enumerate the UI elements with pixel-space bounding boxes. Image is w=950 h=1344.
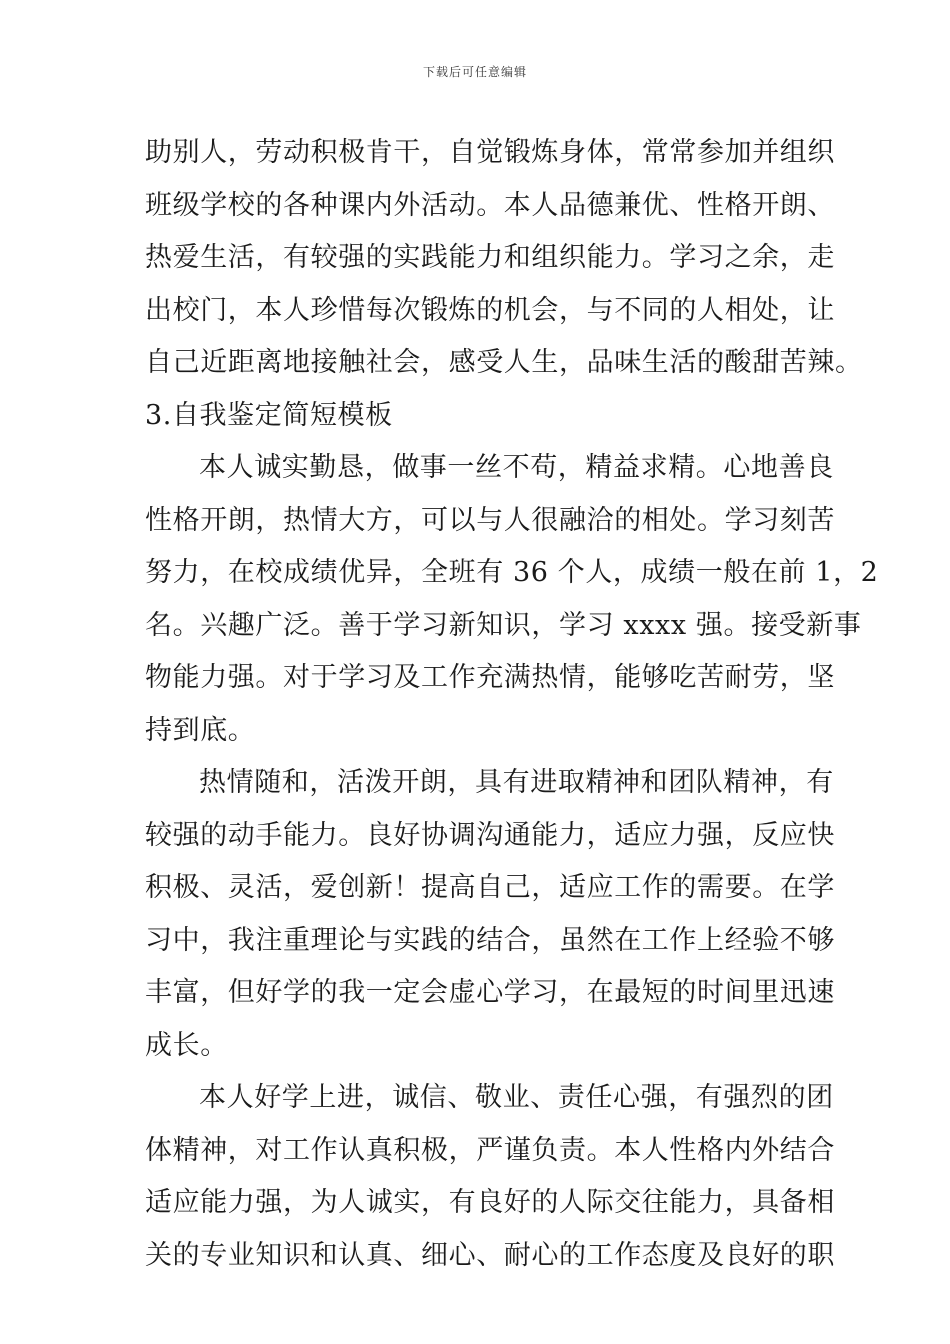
text-line: 习中，我注重理论与实践的结合，虽然在工作上经验不够: [145, 924, 835, 956]
paragraph-start-line: 热情随和，活泼开朗，具有进取精神和团队精神，有: [199, 767, 834, 798]
text-line: 名。兴趣广泛。善于学习新知识，学习 xxxx 强。接受新事: [145, 609, 862, 641]
text-line: 班级学校的各种课内外活动。本人品德兼优、性格开朗、: [145, 189, 835, 221]
page-header: 下载后可任意编辑: [422, 65, 527, 79]
text-line: 热爱生活，有较强的实践能力和组织能力。学习之余，走: [145, 242, 835, 273]
document-body: [145, 127, 879, 1282]
text-line: 丰富，但好学的我一定会虚心学习，在最短的时间里迅速: [145, 977, 835, 1008]
text-line: 物能力强。对于学习及工作充满热情，能够吃苦耐劳，坚: [145, 662, 835, 693]
text-line: 适应能力强，为人诚实，有良好的人际交往能力，具备相: [145, 1187, 835, 1218]
text-line: 性格开朗，热情大方，可以与人很融洽的相处。学习刻苦: [145, 504, 835, 536]
text-line: 关的专业知识和认真、细心、耐心的工作态度及良好的职: [145, 1239, 835, 1271]
text-line: 助别人，劳动积极肯干，自觉锻炼身体，常常参加并组织: [145, 137, 835, 168]
paragraph-start-line: 本人好学上进，诚信、敬业、责任心强，有强烈的团: [199, 1082, 834, 1113]
paragraph-start-line: 本人诚实勤恳，做事一丝不苟，精益求精。心地善良: [199, 452, 834, 483]
section-heading: 3.自我鉴定简短模板: [145, 399, 393, 431]
text-line: 持到底。: [145, 714, 256, 746]
text-line: 努力，在校成绩优异，全班有 36 个人，成绩一般在前 1，2: [145, 557, 879, 588]
text-line: 积极、灵活，爱创新！提高自己，适应工作的需要。在学: [145, 872, 835, 903]
text-line: 较强的动手能力。良好协调沟通能力，适应力强，反应快: [145, 819, 835, 851]
text-line: 出校门，本人珍惜每次锻炼的机会，与不同的人相处，让: [145, 294, 835, 326]
text-line: 体精神，对工作认真积极，严谨负责。本人性格内外结合: [145, 1134, 835, 1166]
text-line: 成长。: [145, 1029, 228, 1061]
text-line: 自己近距离地接触社会，感受人生，品味生活的酸甜苦辣。: [145, 347, 863, 378]
